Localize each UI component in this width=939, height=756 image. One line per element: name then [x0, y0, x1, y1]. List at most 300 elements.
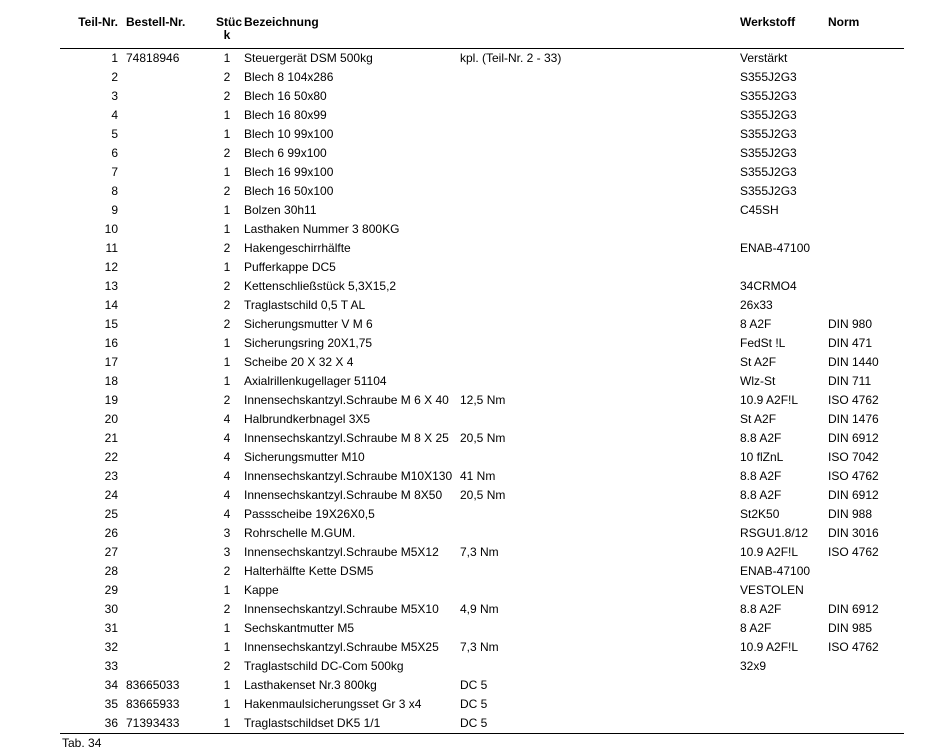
cell-stueck: 2 — [223, 183, 231, 198]
table-row — [60, 258, 904, 277]
cell-norm — [828, 182, 904, 201]
table-row — [60, 144, 904, 163]
cell-werkstoff — [740, 676, 828, 695]
table-row — [60, 429, 904, 448]
table-row — [60, 48, 904, 68]
cell-werkstoff: C45SH — [740, 202, 779, 217]
cell-stueck: 1 — [223, 259, 231, 274]
cell-stueck: 4 — [223, 487, 231, 502]
table-row — [60, 600, 904, 619]
cell-norm — [828, 714, 904, 734]
cell-bestell-nr — [118, 467, 216, 486]
table-row — [60, 239, 904, 258]
cell-teil-nr: 9 — [111, 202, 118, 217]
cell-norm — [828, 657, 904, 676]
cell-bezeichnung: Rohrschelle M.GUM. — [244, 525, 356, 540]
cell-stueck: 2 — [223, 278, 231, 293]
table-row — [60, 714, 904, 734]
cell-norm: ISO 4762 — [828, 392, 879, 407]
cell-bestell-nr — [118, 429, 216, 448]
cell-werkstoff: 26x33 — [740, 297, 773, 312]
cell-werkstoff: St A2F — [740, 354, 777, 369]
cell-norm — [828, 220, 904, 239]
cell-stueck: 1 — [223, 164, 231, 179]
cell-teil-nr: 3 — [111, 88, 118, 103]
cell-bestell-nr — [118, 543, 216, 562]
cell-bestell-nr — [118, 391, 216, 410]
cell-bemerkung: DC 5 — [460, 677, 488, 692]
cell-werkstoff: RSGU1.8/12 — [740, 525, 809, 540]
cell-teil-nr: 24 — [104, 487, 118, 502]
cell-teil-nr: 4 — [111, 107, 118, 122]
cell-bestell-nr — [118, 638, 216, 657]
cell-norm: ISO 4762 — [828, 468, 879, 483]
cell-werkstoff: S355J2G3 — [740, 164, 797, 179]
cell-bezeichnung: Scheibe 20 X 32 X 4 — [244, 354, 354, 369]
cell-bemerkung — [460, 68, 740, 87]
table-row — [60, 296, 904, 315]
cell-norm — [828, 296, 904, 315]
table-header — [60, 12, 904, 48]
cell-bestell-nr — [118, 201, 216, 220]
cell-bezeichnung: Axialrillenkugellager 51104 — [244, 373, 387, 388]
cell-bemerkung: DC 5 — [460, 714, 740, 734]
cell-werkstoff — [740, 695, 828, 714]
cell-stueck: 4 — [223, 430, 231, 445]
cell-norm — [828, 239, 904, 258]
cell-bestell-nr — [118, 600, 216, 619]
cell-bemerkung — [460, 505, 740, 524]
cell-bemerkung — [460, 448, 740, 467]
cell-bestell-nr — [118, 68, 216, 87]
cell-teil-nr: 28 — [104, 563, 118, 578]
table-row — [60, 676, 904, 695]
cell-bestell-nr — [118, 353, 216, 372]
cell-bemerkung: kpl. (Teil-Nr. 2 - 33) — [460, 50, 562, 65]
cell-bemerkung — [460, 524, 740, 543]
cell-norm: ISO 7042 — [828, 449, 879, 464]
cell-stueck: 1 — [223, 354, 231, 369]
cell-teil-nr: 35 — [104, 696, 118, 711]
cell-stueck: 2 — [223, 601, 231, 616]
cell-bemerkung: 7,3 Nm — [460, 639, 499, 654]
cell-stueck: 1 — [223, 126, 231, 141]
cell-bezeichnung: Innensechskantzyl.Schraube M5X25 — [244, 639, 439, 654]
cell-bemerkung: 41 Nm — [460, 468, 496, 483]
cell-bezeichnung: Innensechskantzyl.Schraube M 8 X 25 — [244, 430, 449, 445]
table-row — [60, 410, 904, 429]
cell-bemerkung — [460, 657, 740, 676]
column-header-stueck — [216, 12, 243, 48]
cell-bezeichnung: Traglastschildset DK5 1/1 — [238, 714, 460, 734]
table-row — [60, 505, 904, 524]
cell-stueck: 2 — [223, 392, 231, 407]
cell-teil-nr: 29 — [104, 582, 118, 597]
cell-bemerkung — [460, 277, 740, 296]
cell-stueck: 1 — [223, 107, 231, 122]
cell-stueck: 1 — [223, 221, 231, 236]
cell-werkstoff: 10.9 A2F!L — [740, 544, 799, 559]
cell-bestell-nr — [118, 277, 216, 296]
cell-teil-nr: 26 — [104, 525, 118, 540]
cell-bestell-nr — [118, 619, 216, 638]
cell-bezeichnung: Hakengeschirrhälfte — [244, 240, 351, 255]
cell-bezeichnung: Hakenmaulsicherungsset Gr 3 x4 — [244, 696, 422, 711]
cell-bezeichnung: Passscheibe 19X26X0,5 — [244, 506, 375, 521]
cell-bemerkung — [460, 87, 740, 106]
cell-bezeichnung: Innensechskantzyl.Schraube M5X10 — [244, 601, 439, 616]
table-row — [60, 467, 904, 486]
cell-bemerkung: 12,5 Nm — [460, 392, 506, 407]
table-row — [60, 334, 904, 353]
column-header-stueck-line2: k — [223, 28, 231, 42]
cell-stueck: 2 — [223, 563, 231, 578]
cell-bezeichnung: Blech 16 50x100 — [244, 183, 334, 198]
cell-norm: DIN 6912 — [828, 601, 879, 616]
cell-stueck: 3 — [223, 544, 231, 559]
header-row — [60, 12, 904, 48]
cell-stueck: 2 — [223, 658, 231, 673]
cell-teil-nr: 27 — [104, 544, 118, 559]
cell-stueck: 2 — [223, 316, 231, 331]
column-header-bemerkung — [460, 12, 740, 48]
table-row — [60, 220, 904, 239]
table-caption: Tab. 34 — [62, 736, 102, 750]
table-row — [60, 486, 904, 505]
cell-teil-nr: 1 — [111, 50, 118, 65]
cell-bestell-nr — [118, 410, 216, 429]
cell-werkstoff: ENAB-47100 — [740, 563, 811, 578]
cell-norm: DIN 1440 — [828, 354, 879, 369]
cell-bemerkung — [460, 144, 740, 163]
cell-teil-nr: 15 — [104, 316, 118, 331]
cell-bestell-nr — [118, 163, 216, 182]
cell-bestell-nr — [118, 106, 216, 125]
table-row — [60, 353, 904, 372]
cell-bezeichnung: Blech 16 99x100 — [244, 164, 334, 179]
cell-bestell-nr — [118, 144, 216, 163]
cell-werkstoff — [740, 258, 828, 277]
cell-werkstoff: 8.8 A2F — [740, 601, 782, 616]
cell-teil-nr: 32 — [104, 639, 118, 654]
cell-bezeichnung: Steuergerät DSM 500kg — [244, 50, 373, 65]
cell-teil-nr: 7 — [111, 164, 118, 179]
cell-bezeichnung: Traglastschild DC-Com 500kg — [244, 658, 404, 673]
table-row — [60, 448, 904, 467]
table-row — [60, 543, 904, 562]
cell-norm — [828, 695, 904, 714]
cell-bestell-nr — [118, 448, 216, 467]
table-row — [60, 581, 904, 600]
cell-bezeichnung: Blech 16 80x99 — [244, 107, 327, 122]
cell-stueck: 4 — [223, 506, 231, 521]
cell-werkstoff: 10.9 A2F!L — [740, 392, 799, 407]
cell-bemerkung — [460, 258, 740, 277]
cell-norm — [828, 201, 904, 220]
cell-teil-nr: 10 — [104, 221, 118, 236]
cell-stueck: 4 — [223, 468, 231, 483]
column-header-bezeichnung: Bezeichnung — [238, 12, 460, 48]
table-row — [60, 182, 904, 201]
cell-norm — [828, 258, 904, 277]
cell-stueck: 2 — [223, 240, 231, 255]
cell-werkstoff: S355J2G3 — [740, 145, 797, 160]
cell-bemerkung — [460, 125, 740, 144]
column-header-werkstoff: Werkstoff — [740, 12, 828, 48]
cell-stueck: 1 — [216, 714, 238, 734]
cell-norm — [828, 144, 904, 163]
cell-bestell-nr: 74818946 — [126, 50, 180, 65]
cell-werkstoff: S355J2G3 — [740, 69, 797, 84]
cell-bezeichnung: Blech 6 99x100 — [244, 145, 327, 160]
cell-werkstoff: 8.8 A2F — [740, 468, 782, 483]
table-row — [60, 277, 904, 296]
table-row — [60, 68, 904, 87]
cell-norm — [828, 68, 904, 87]
cell-bestell-nr — [118, 562, 216, 581]
cell-teil-nr: 30 — [104, 601, 118, 616]
cell-stueck: 4 — [223, 449, 231, 464]
cell-norm: DIN 985 — [828, 620, 873, 635]
cell-werkstoff: 32x9 — [740, 658, 767, 673]
cell-stueck: 4 — [223, 411, 231, 426]
cell-teil-nr: 36 — [60, 714, 118, 734]
cell-teil-nr: 13 — [104, 278, 118, 293]
cell-norm: DIN 711 — [828, 373, 872, 388]
cell-bezeichnung: Blech 8 104x286 — [244, 69, 334, 84]
cell-norm — [828, 277, 904, 296]
cell-bezeichnung: Innensechskantzyl.Schraube M5X12 — [244, 544, 439, 559]
cell-norm: DIN 471 — [828, 335, 873, 350]
cell-stueck: 1 — [223, 202, 231, 217]
cell-teil-nr: 31 — [104, 620, 118, 635]
parts-table — [60, 12, 904, 734]
cell-bestell-nr: 83665933 — [126, 696, 180, 711]
cell-bemerkung — [460, 562, 740, 581]
cell-bestell-nr — [118, 87, 216, 106]
cell-bezeichnung: Lasthaken Nummer 3 800KG — [244, 221, 400, 236]
cell-bezeichnung: Blech 16 50x80 — [244, 88, 327, 103]
cell-bemerkung — [460, 220, 740, 239]
cell-bezeichnung: Sicherungsmutter M10 — [244, 449, 365, 464]
cell-stueck: 1 — [223, 373, 231, 388]
cell-bemerkung — [460, 619, 740, 638]
cell-norm — [828, 676, 904, 695]
cell-bestell-nr — [118, 258, 216, 277]
cell-bemerkung — [460, 239, 740, 258]
cell-teil-nr: 2 — [111, 69, 118, 84]
cell-bestell-nr — [118, 182, 216, 201]
cell-bemerkung — [460, 296, 740, 315]
cell-bezeichnung: Pufferkappe DC5 — [244, 259, 336, 274]
cell-werkstoff: VESTOLEN — [740, 582, 804, 597]
cell-stueck: 3 — [223, 525, 231, 540]
cell-bestell-nr — [118, 220, 216, 239]
cell-bestell-nr — [118, 239, 216, 258]
cell-werkstoff: 10.9 A2F!L — [740, 639, 799, 654]
cell-werkstoff: Verstärkt — [740, 50, 788, 65]
cell-norm — [828, 125, 904, 144]
cell-bemerkung — [460, 182, 740, 201]
cell-norm: DIN 3016 — [828, 525, 879, 540]
cell-werkstoff: St2K50 — [740, 506, 780, 521]
cell-bemerkung — [460, 163, 740, 182]
table-row — [60, 87, 904, 106]
cell-werkstoff: 34CRMO4 — [740, 278, 797, 293]
cell-bestell-nr — [118, 125, 216, 144]
cell-bezeichnung: Lasthakenset Nr.3 800kg — [244, 677, 377, 692]
cell-bestell-nr — [118, 296, 216, 315]
cell-bemerkung — [460, 353, 740, 372]
cell-norm: ISO 4762 — [828, 544, 879, 559]
cell-stueck: 1 — [223, 677, 231, 692]
cell-teil-nr: 8 — [111, 183, 118, 198]
table-row — [60, 391, 904, 410]
cell-teil-nr: 5 — [111, 126, 118, 141]
cell-teil-nr: 25 — [104, 506, 118, 521]
table-row — [60, 163, 904, 182]
cell-stueck: 1 — [223, 639, 231, 654]
cell-bestell-nr — [118, 524, 216, 543]
cell-werkstoff: 8.8 A2F — [740, 487, 782, 502]
cell-werkstoff: 8.8 A2F — [740, 430, 782, 445]
cell-bemerkung: 20,5 Nm — [460, 430, 506, 445]
cell-norm: DIN 6912 — [828, 487, 879, 502]
cell-werkstoff: ENAB-47100 — [740, 240, 811, 255]
cell-teil-nr: 6 — [111, 145, 118, 160]
cell-bemerkung: DC 5 — [460, 696, 488, 711]
cell-bezeichnung: Innensechskantzyl.Schraube M 6 X 40 — [244, 392, 449, 407]
table-row — [60, 619, 904, 638]
cell-teil-nr: 21 — [104, 430, 118, 445]
table-row — [60, 524, 904, 543]
cell-bemerkung: 7,3 Nm — [460, 544, 499, 559]
cell-werkstoff: S355J2G3 — [740, 183, 797, 198]
table-row — [60, 372, 904, 391]
column-header-bestell-nr: Bestell-Nr. — [118, 12, 216, 48]
cell-bemerkung — [460, 315, 740, 334]
column-header-stueck-line1: Stüc — [216, 15, 243, 29]
cell-bemerkung — [460, 410, 740, 429]
cell-werkstoff: 10 flZnL — [740, 449, 784, 464]
column-header-norm: Norm — [828, 12, 904, 48]
cell-stueck: 2 — [223, 297, 231, 312]
cell-norm — [828, 581, 904, 600]
cell-bezeichnung: Sechskantmutter M5 — [244, 620, 355, 635]
cell-werkstoff — [740, 220, 828, 239]
cell-bezeichnung: Innensechskantzyl.Schraube M 8X50 — [244, 487, 443, 502]
cell-teil-nr: 22 — [104, 449, 118, 464]
cell-teil-nr: 23 — [104, 468, 118, 483]
cell-norm: DIN 988 — [828, 506, 873, 521]
cell-norm: ISO 4762 — [828, 639, 879, 654]
table-row — [60, 106, 904, 125]
cell-bezeichnung: Sicherungsmutter V M 6 — [244, 316, 373, 331]
column-header-teil-nr: Teil-Nr. — [60, 12, 118, 48]
table-row — [60, 657, 904, 676]
table-row — [60, 125, 904, 144]
cell-bestell-nr: 83665033 — [126, 677, 180, 692]
cell-norm: DIN 980 — [828, 316, 873, 331]
cell-teil-nr: 17 — [104, 354, 118, 369]
cell-norm — [828, 87, 904, 106]
cell-bestell-nr — [118, 505, 216, 524]
table-body — [60, 48, 904, 733]
table-row — [60, 315, 904, 334]
cell-teil-nr: 20 — [104, 411, 118, 426]
cell-bezeichnung: Sicherungsring 20X1,75 — [244, 335, 373, 350]
table-row — [60, 638, 904, 657]
cell-bemerkung — [460, 201, 740, 220]
cell-bemerkung — [460, 334, 740, 353]
cell-norm — [828, 562, 904, 581]
cell-stueck: 1 — [223, 335, 231, 350]
cell-bestell-nr — [118, 486, 216, 505]
cell-bemerkung — [460, 372, 740, 391]
cell-stueck: 2 — [223, 69, 231, 84]
cell-norm: DIN 6912 — [828, 430, 879, 445]
cell-bestell-nr — [118, 315, 216, 334]
cell-teil-nr: 33 — [104, 658, 118, 673]
cell-stueck: 1 — [223, 696, 231, 711]
cell-stueck: 1 — [223, 620, 231, 635]
cell-bezeichnung: Traglastschild 0,5 T AL — [244, 297, 366, 312]
cell-teil-nr: 11 — [105, 240, 118, 255]
cell-bezeichnung: Halterhälfte Kette DSM5 — [244, 563, 374, 578]
cell-norm: DIN 1476 — [828, 411, 879, 426]
cell-werkstoff: S355J2G3 — [740, 126, 797, 141]
cell-werkstoff: FedSt !L — [740, 335, 786, 350]
cell-bestell-nr: 71393433 — [118, 714, 216, 734]
cell-bestell-nr — [118, 581, 216, 600]
cell-werkstoff — [740, 714, 828, 734]
cell-werkstoff: Wlz-St — [740, 373, 776, 388]
cell-teil-nr: 14 — [104, 297, 118, 312]
cell-stueck: 1 — [223, 50, 231, 65]
cell-norm — [828, 163, 904, 182]
cell-bemerkung: 4,9 Nm — [460, 601, 499, 616]
table-row — [60, 562, 904, 581]
table-row — [60, 695, 904, 714]
cell-werkstoff: S355J2G3 — [740, 88, 797, 103]
cell-stueck: 2 — [223, 88, 231, 103]
cell-bestell-nr — [118, 657, 216, 676]
cell-bemerkung — [460, 581, 740, 600]
cell-bezeichnung: Kettenschließstück 5,3X15,2 — [244, 278, 397, 293]
cell-bemerkung: 20,5 Nm — [460, 487, 506, 502]
cell-teil-nr: 12 — [104, 259, 118, 274]
cell-norm — [828, 48, 904, 68]
cell-werkstoff: S355J2G3 — [740, 107, 797, 122]
cell-teil-nr: 18 — [104, 373, 118, 388]
table-row — [60, 201, 904, 220]
cell-teil-nr: 16 — [104, 335, 118, 350]
cell-bestell-nr — [118, 372, 216, 391]
cell-norm — [828, 106, 904, 125]
cell-bezeichnung: Halbrundkerbnagel 3X5 — [244, 411, 371, 426]
cell-werkstoff: 8 A2F — [740, 316, 772, 331]
cell-werkstoff: St A2F — [740, 411, 777, 426]
cell-werkstoff: 8 A2F — [740, 620, 772, 635]
cell-teil-nr: 19 — [104, 392, 118, 407]
cell-teil-nr: 34 — [104, 677, 118, 692]
cell-stueck: 1 — [223, 582, 231, 597]
cell-bemerkung — [460, 106, 740, 125]
cell-bezeichnung: Innensechskantzyl.Schraube M10X130 — [244, 468, 453, 483]
cell-stueck: 2 — [223, 145, 231, 160]
cell-bezeichnung: Kappe — [244, 582, 279, 597]
cell-bestell-nr — [118, 334, 216, 353]
